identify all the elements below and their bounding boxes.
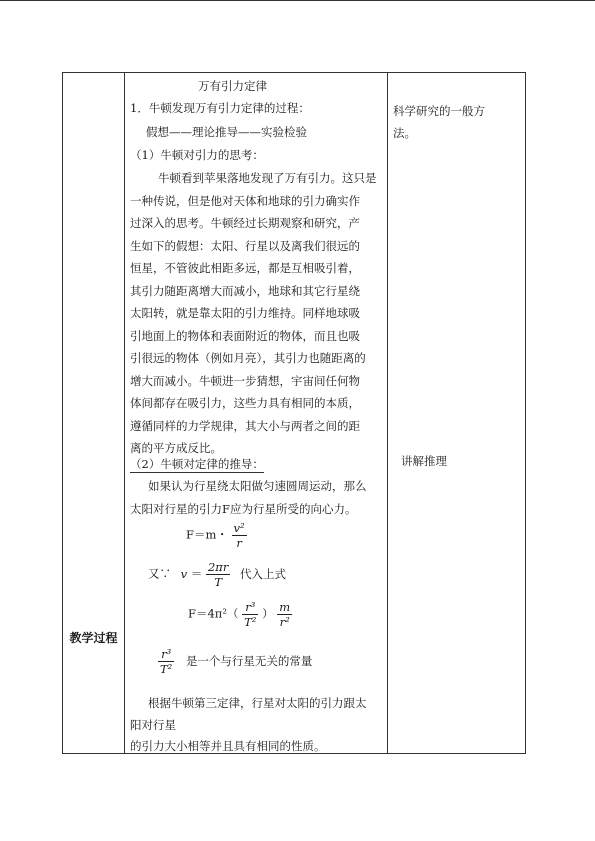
paragraph-line: 过深入的思考。牛顿经过长期观察和研究，产 (130, 216, 360, 230)
paragraph-line: 阳对行星 (130, 717, 176, 732)
fraction-denominator: T² (244, 615, 257, 629)
paragraph-line: 离的平方成反比。 (130, 441, 222, 455)
stage-label: 教学过程 (69, 631, 118, 645)
fraction-numerator: v² (233, 521, 245, 535)
paragraph-line: 一种传说，但是他对天体和地球的引力确实作 (130, 193, 360, 208)
paragraph-line: 恒星，不管彼此相距多远，都是互相吸引着， (130, 261, 360, 275)
lesson-table (62, 72, 526, 754)
fraction-denominator: T (214, 575, 222, 589)
notes-reasoning: 讲解推理 (401, 454, 447, 468)
fraction-denominator: r² (279, 615, 290, 629)
notes-method: 科学研究的一般方 法。 (393, 104, 485, 140)
fraction-denominator: T² (160, 662, 173, 676)
paragraph-line: 根据牛顿第三定律，行星对太阳的引力跟太 (148, 696, 367, 710)
lesson-title: 万有引力定律 (198, 79, 267, 93)
paragraph-line: 如果认为行星绕太阳做匀速圆周运动，那么 (148, 479, 367, 493)
paragraph-line: 的引力大小相等并且具有相同的性质。 (130, 739, 326, 753)
method-steps: 假想——理论推导——实验检验 (146, 125, 307, 139)
paragraph-line: 体间都存在吸引力，这些力具有相同的本质， (130, 396, 360, 410)
column-divider-left (124, 73, 125, 753)
paragraph-line: 遵循同样的力学规律，其大小与两者之间的距 (130, 418, 360, 433)
fraction-numerator: 2πr (207, 560, 229, 574)
column-divider-right (387, 73, 388, 753)
page-top-border (0, 0, 595, 1)
subsection-1-heading: （1）牛顿对引力的思考： (130, 148, 264, 162)
subsection-2-heading: （2）牛顿对定律的推导： (130, 457, 264, 471)
paragraph-line: 引地面上的物体和表面附近的物体，而且也吸 (130, 328, 360, 343)
paragraph-line: 牛顿看到苹果落地发现了万有引力。这只是 (158, 171, 377, 185)
paragraph-line: 生如下的假想：太阳、行星以及离我们很远的 (130, 238, 360, 253)
fraction-denominator: r (236, 536, 242, 550)
paragraph-line: 太阳转，就是靠太阳的引力维持。同样地球吸 (130, 306, 360, 320)
fraction-numerator: m (279, 600, 291, 614)
paragraph-line: 增大而减小。牛顿进一步猜想，宇宙间任何物 (130, 373, 360, 388)
formula-gravitational-force: F＝4π²（ $\frac{\text{r³}}{\text{T²}}$ ） $\frac{m}{\text{r²}}$ (188, 600, 291, 629)
fraction-numerator: r³ (158, 647, 174, 662)
formula-kepler-constant: $\frac{\text{r³}}{\text{T²}}$ 是一个与行星无关的常量 (160, 647, 313, 676)
paragraph-line: 其引力随距离增大而减小，地球和其它行星绕 (130, 283, 360, 298)
paragraph-line: 太阳对行星的引力F应为行星所受的向心力。 (130, 502, 357, 516)
section-1-heading: 1．牛顿发现万有引力定律的过程： (130, 101, 310, 115)
fraction-numerator: r³ (242, 600, 258, 615)
formula-centripetal-force: F＝m・ $\frac{\text{v²}}{r}$ (186, 521, 245, 550)
formula-velocity: 又∵ v ＝ $\frac{2\pi r}{T}$ 代入上式 (148, 560, 286, 589)
paragraph-line: 引很远的物体（例如月亮），其引力也随距离的 (130, 351, 366, 365)
